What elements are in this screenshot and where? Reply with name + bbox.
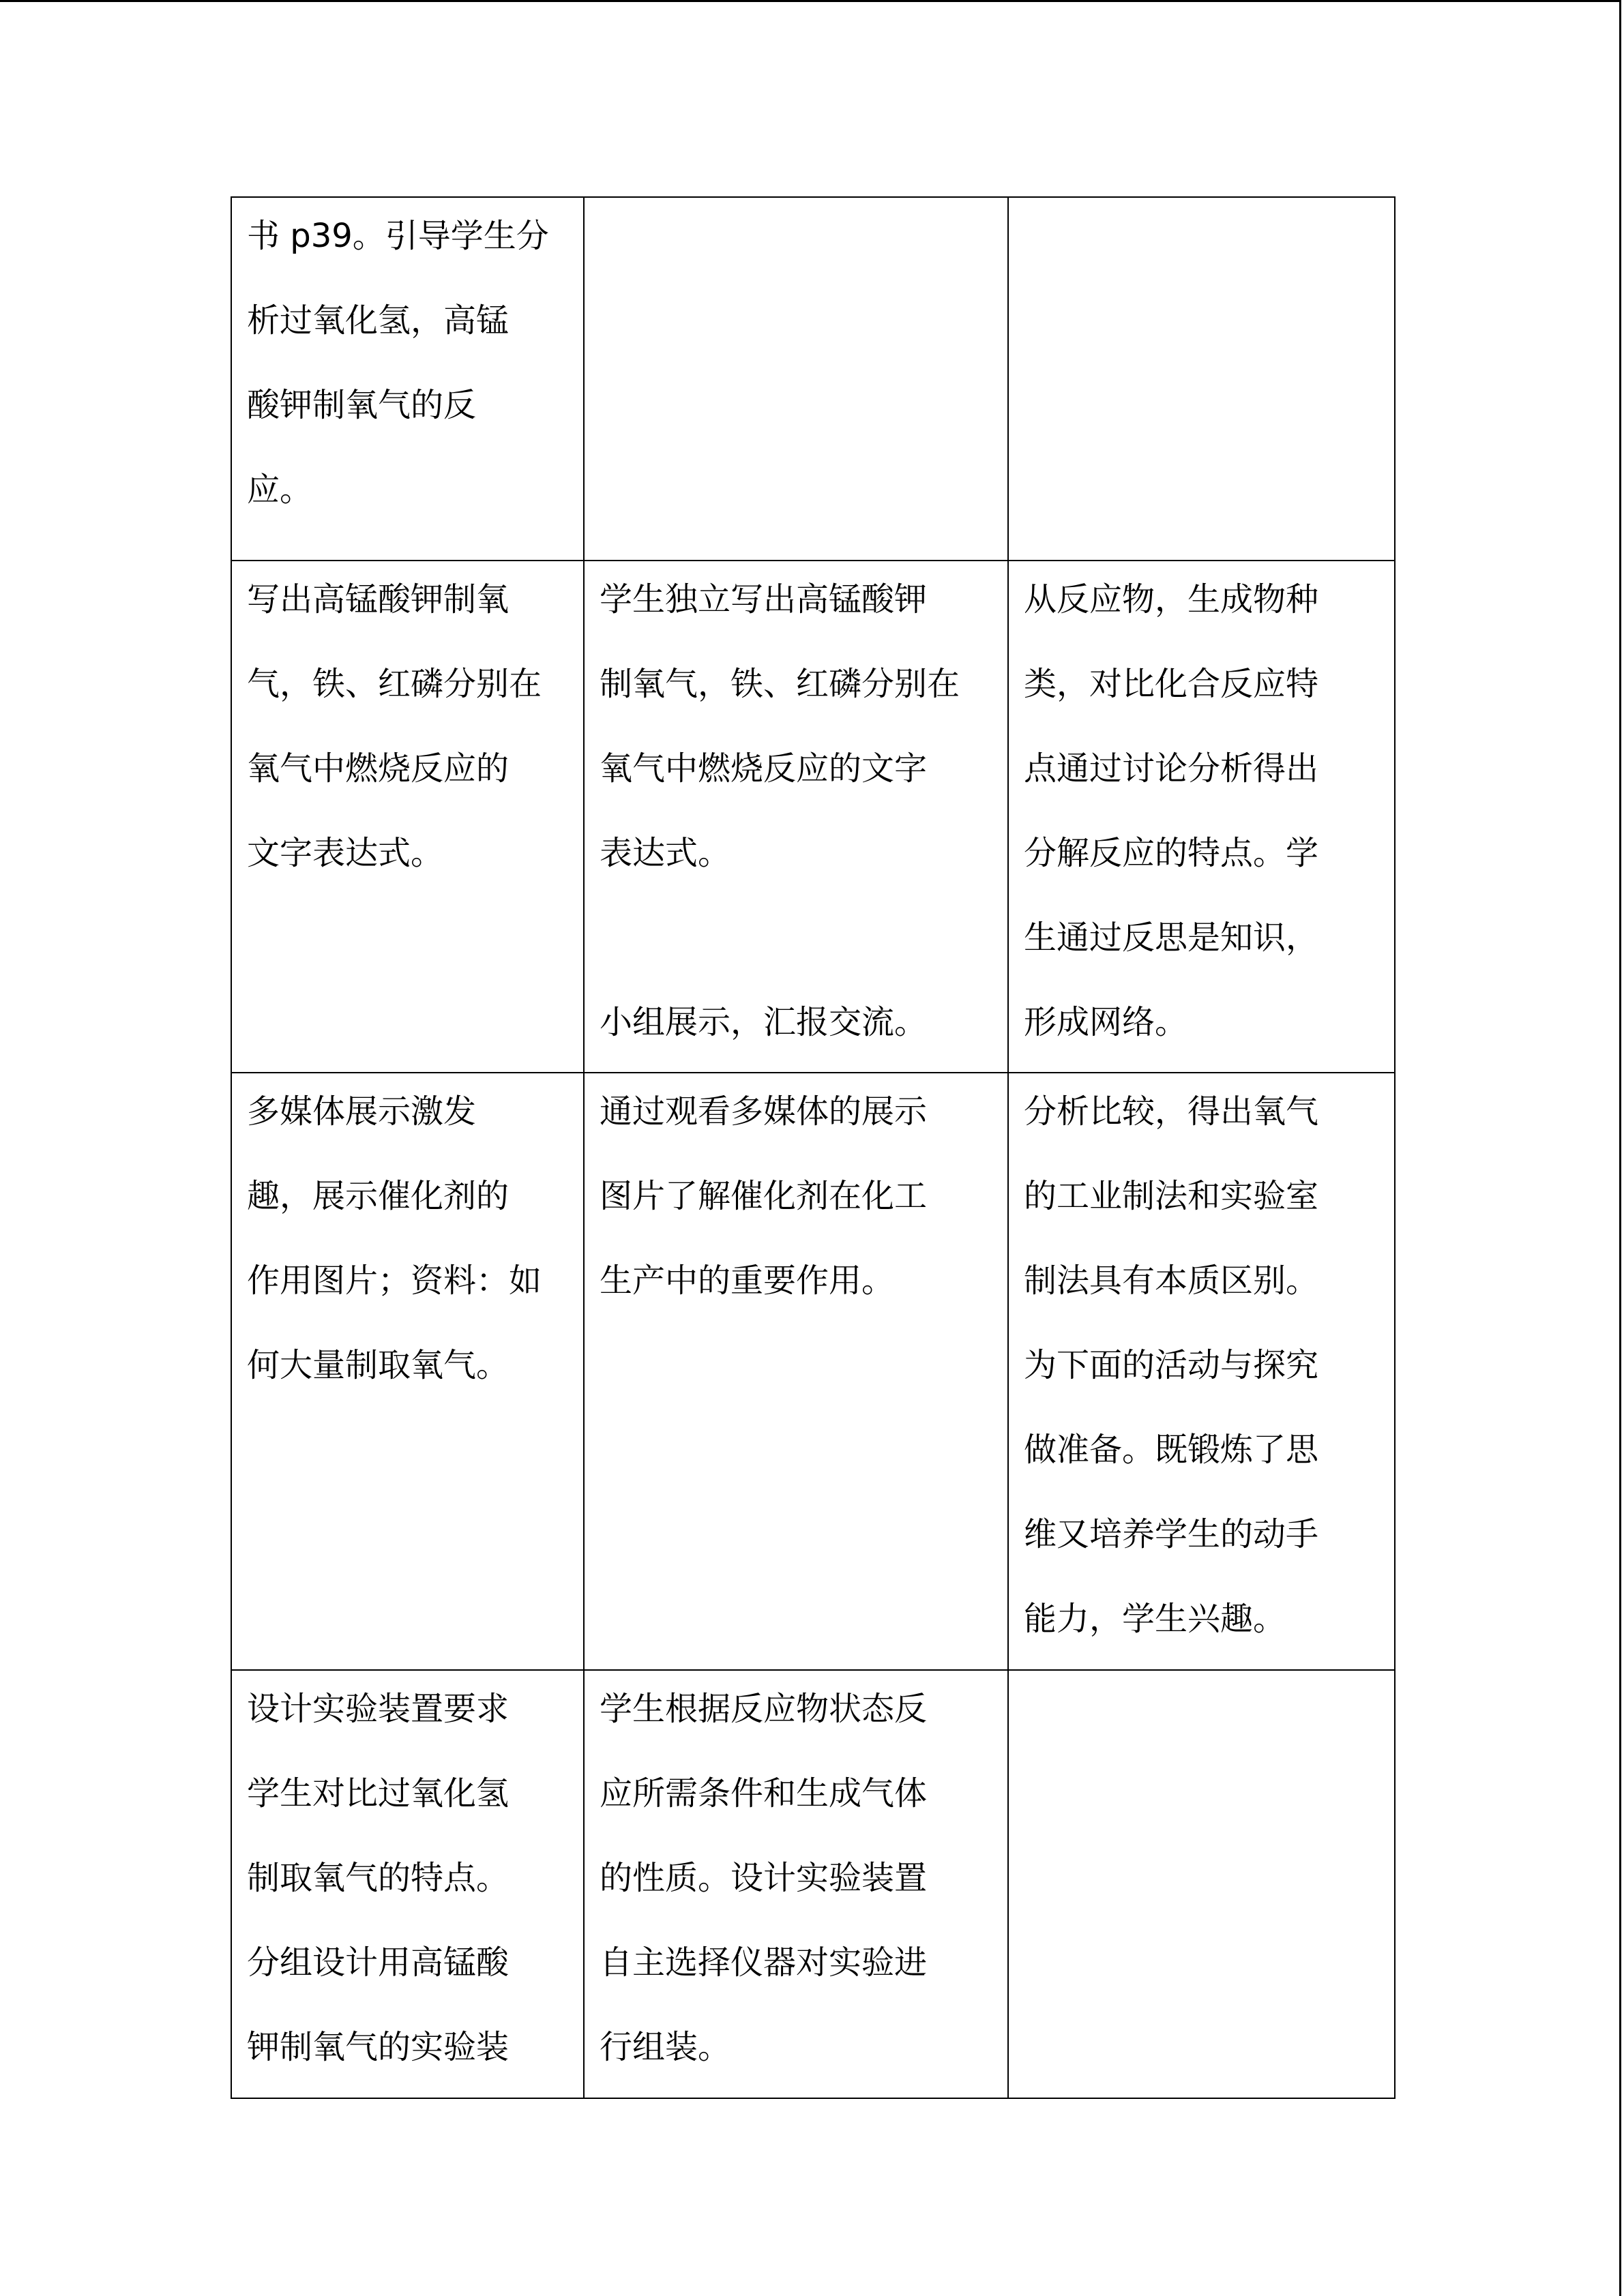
table-row [231, 1670, 1395, 2098]
table-cell-intent [1008, 197, 1395, 561]
cell-line: 维又培养学生的动手 [1024, 1515, 1319, 1553]
cell-line: 应。 [247, 471, 313, 509]
table-cell-intent [1008, 561, 1395, 1073]
cell-line: 表达式。 [600, 834, 731, 872]
cell-line: 形成网络。 [1024, 1003, 1188, 1041]
cell-line: 图片了解催化剂在化工 [600, 1177, 928, 1215]
table-cell-activity [231, 197, 584, 561]
cell-line: 从反应物，生成物种 [1024, 580, 1319, 618]
cell-line: 文字表达式。 [247, 834, 444, 872]
table-row [231, 197, 1395, 561]
table-cell-intent [1008, 1073, 1395, 1670]
cell-line: 点通过讨论分析得出 [1024, 749, 1319, 788]
table-cell-student [584, 1073, 1008, 1670]
cell-text [600, 1667, 994, 2089]
table-cell-student [584, 197, 1008, 561]
cell-line: 何大量制取氧气。 [247, 1346, 510, 1384]
cell-line: 行组装。 [600, 2028, 731, 2066]
cell-line: 多媒体展示激发 [247, 1092, 477, 1131]
cell-line: 自主选择仪器对实验进 [600, 1943, 928, 1982]
cell-line: 作用图片；资料：如 [247, 1262, 542, 1300]
cell-line: 分解反应的特点。学 [1024, 834, 1319, 872]
table-cell-activity [231, 561, 584, 1073]
cell-line: 分组设计用高锰酸 [247, 1943, 510, 1982]
cell-line: 酸钾制氧气的反 [247, 386, 477, 424]
cell-line [600, 895, 994, 980]
cell-line: 能力，学生兴趣。 [1024, 1600, 1286, 1638]
cell-line: 书 p39。引导学生分 [247, 217, 549, 255]
cell-line: 生通过反思是知识， [1024, 919, 1319, 957]
table-row [231, 561, 1395, 1073]
table-cell-intent [1008, 1670, 1395, 2098]
cell-line: 学生独立写出高锰酸钾 [600, 580, 928, 618]
cell-line: 学生对比过氧化氢 [247, 1774, 510, 1813]
cell-line: 析过氧化氢，高锰 [247, 301, 510, 340]
lesson-table [231, 196, 1396, 2099]
cell-line: 制取氧气的特点。 [247, 1859, 510, 1897]
cell-line: 钾制氧气的实验装 [247, 2028, 510, 2066]
cell-line: 类，对比化合反应特 [1024, 665, 1319, 703]
table-cell-student [584, 1670, 1008, 2098]
cell-line: 的性质。设计实验装置 [600, 1859, 928, 1897]
cell-line: 应所需条件和生成气体 [600, 1774, 928, 1813]
cell-line: 制法具有本质区别。 [1024, 1262, 1319, 1300]
cell-line: 设计实验装置要求 [247, 1690, 510, 1728]
cell-line: 生产中的重要作用。 [600, 1262, 895, 1300]
cell-text [1024, 1069, 1381, 1661]
table-cell-student [584, 561, 1008, 1073]
cell-text [247, 557, 570, 895]
cell-line: 小组展示，汇报交流。 [600, 1003, 928, 1041]
cell-line: 制氧气，铁、红磷分别在 [600, 665, 960, 703]
cell-line: 做准备。既锻炼了思 [1024, 1431, 1319, 1469]
cell-line: 通过观看多媒体的展示 [600, 1092, 928, 1131]
cell-line: 学生根据反应物状态反 [600, 1690, 928, 1728]
cell-text [247, 1667, 570, 2089]
cell-line: 分析比较，得出氧气 [1024, 1092, 1319, 1131]
cell-text [600, 557, 994, 1064]
table-cell-activity [231, 1073, 584, 1670]
cell-text [247, 194, 570, 532]
cell-text [247, 1069, 570, 1407]
cell-line: 氧气中燃烧反应的文字 [600, 749, 928, 788]
cell-text [600, 1069, 994, 1323]
cell-line: 的工业制法和实验室 [1024, 1177, 1319, 1215]
cell-line: 写出高锰酸钾制氧 [247, 580, 510, 618]
cell-line: 氧气中燃烧反应的 [247, 749, 510, 788]
cell-text [1024, 557, 1381, 1064]
cell-line: 趣，展示催化剂的 [247, 1177, 510, 1215]
table-row [231, 1073, 1395, 1670]
cell-line: 气，铁、红磷分别在 [247, 665, 542, 703]
cell-line: 为下面的活动与探究 [1024, 1346, 1319, 1384]
table-cell-activity [231, 1670, 584, 2098]
